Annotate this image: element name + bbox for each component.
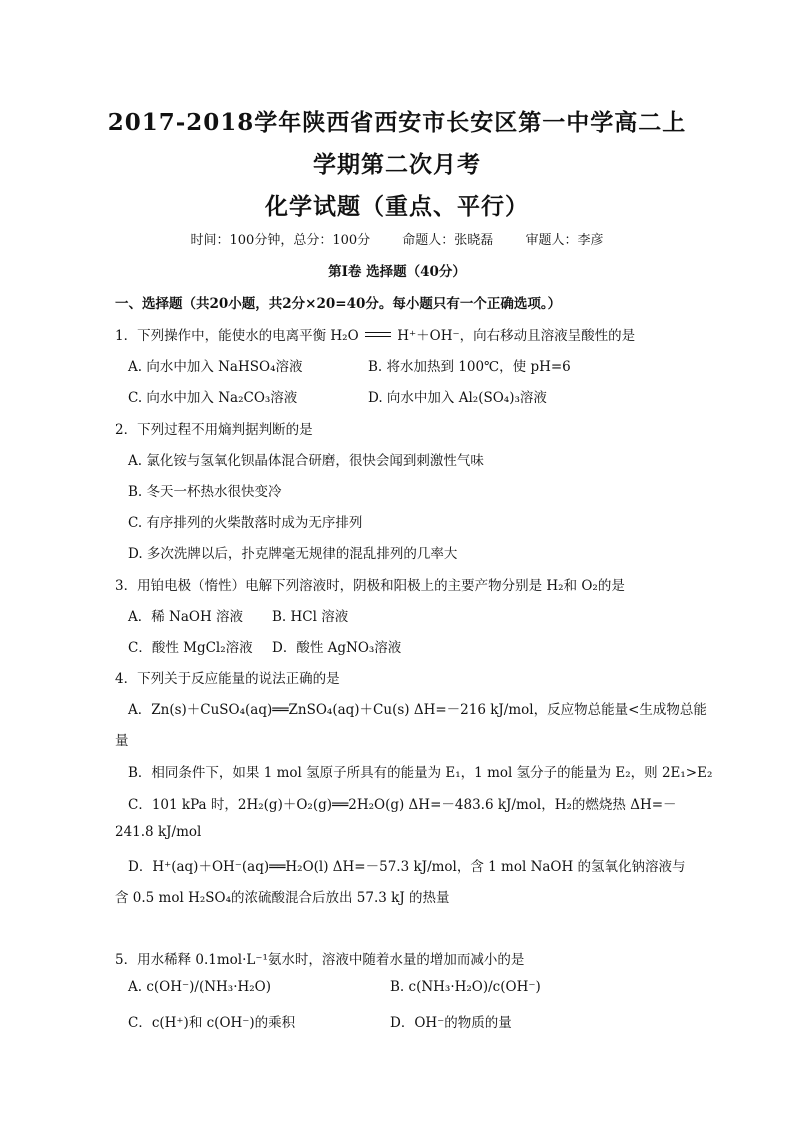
exam-meta — [0, 229, 794, 248]
question-2-stem: 2．下列过程不用熵判据判断的是 — [115, 422, 313, 438]
question-4-option-c: C．101 kPa 时，2H₂(g)＋O₂(g)══2H₂O(g) ΔH=－483.6 kJ/mol，H₂的燃烧热 ΔH=－ — [128, 797, 677, 813]
question-3-option-c: C．酸性 MgCl₂溶液 — [128, 640, 253, 656]
exam-reviewer: 审题人：李彦 — [525, 233, 604, 248]
question-4-option-c-cont: 241.8 kJ/mol — [115, 824, 202, 840]
question-4-option-d-cont: 含 0.5 mol H₂SO₄的浓硫酸混合后放出 57.3 kJ 的热量 — [115, 890, 450, 906]
exam-title-line1: 2017-2018学年陕西省西安市长安区第一中学高二上 — [107, 109, 687, 136]
question-1-stem-right: H⁺＋OH⁻，向右移动且溶液呈酸性的是 — [397, 328, 636, 344]
question-5-option-c: C．c(H⁺)和 c(OH⁻)的乘积 — [128, 1015, 296, 1031]
question-1-stem-left: 1．下列操作中，能使水的电离平衡 H₂O — [115, 328, 359, 344]
exam-author: 命题人：张晓磊 — [402, 233, 494, 248]
question-3-option-a: A．稀 NaOH 溶液 — [128, 609, 244, 625]
question-1-option-c: C. 向水中加入 Na₂CO₃溶液 — [128, 390, 298, 406]
question-1-stem — [115, 324, 635, 344]
question-5-option-d: D．OH⁻的物质的量 — [390, 1015, 512, 1031]
question-5-option-a: A. c(OH⁻)/(NH₃·H₂O) — [128, 979, 272, 995]
question-4-option-a-cont: 量 — [115, 733, 129, 749]
question-5-option-b: B. c(NH₃·H₂O)/c(OH⁻) — [390, 979, 541, 995]
question-2-option-b: B. 冬天一杯热水很快变冷 — [128, 484, 282, 500]
equilibrium-arrow-icon — [365, 330, 391, 340]
question-1-option-b: B. 将水加热到 100℃，使 pH=6 — [368, 359, 571, 375]
exam-title-line3: 化学试题（重点、平行） — [265, 193, 529, 220]
section-instruction: 一、选择题（共20小题，共2分×20=40分。每小题只有一个正确选项。） — [115, 296, 562, 312]
question-5-stem: 5．用水稀释 0.1mol·L⁻¹氨水时，溶液中随着水量的增加而减小的是 — [115, 952, 525, 968]
question-1-option-d: D. 向水中加入 Al₂(SO₄)₃溶液 — [368, 390, 547, 406]
question-4-stem: 4．下列关于反应能量的说法正确的是 — [115, 671, 340, 687]
exam-time: 时间：100分钟，总分：100分 — [190, 233, 371, 248]
question-2-option-d: D. 多次洗牌以后，扑克牌毫无规律的混乱排列的几率大 — [128, 546, 458, 562]
question-4-option-d: D．H⁺(aq)＋OH⁻(aq)══H₂O(l) ΔH=－57.3 kJ/mol，含 1 mol NaOH 的氢氧化钠溶液与 — [128, 859, 686, 875]
exam-title-line2: 学期第二次月考 — [313, 151, 481, 178]
question-4-option-a: A．Zn(s)＋CuSO₄(aq)══ZnSO₄(aq)＋Cu(s) ΔH=－216 kJ/mol，反应物总能量<生成物总能 — [128, 702, 707, 718]
question-3-stem: 3．用铂电极（惰性）电解下列溶液时，阴极和阳极上的主要产物分别是 H₂和 O₂的是 — [115, 578, 625, 594]
question-2-option-c: C. 有序排列的火柴散落时成为无序排列 — [128, 515, 363, 531]
question-3-option-b: B. HCl 溶液 — [272, 609, 349, 625]
section-title: 第Ⅰ卷 选择题（40分） — [328, 264, 466, 280]
question-1-option-a: A. 向水中加入 NaHSO₄溶液 — [128, 359, 303, 375]
question-3-option-d: D．酸性 AgNO₃溶液 — [272, 640, 402, 656]
question-2-option-a: A. 氯化铵与氢氧化钡晶体混合研磨，很快会闻到刺激性气味 — [128, 453, 484, 469]
question-4-option-b: B．相同条件下，如果 1 mol 氢原子所具有的能量为 E₁，1 mol 氢分子的能量为 E₂，则 2E₁>E₂ — [128, 765, 713, 781]
